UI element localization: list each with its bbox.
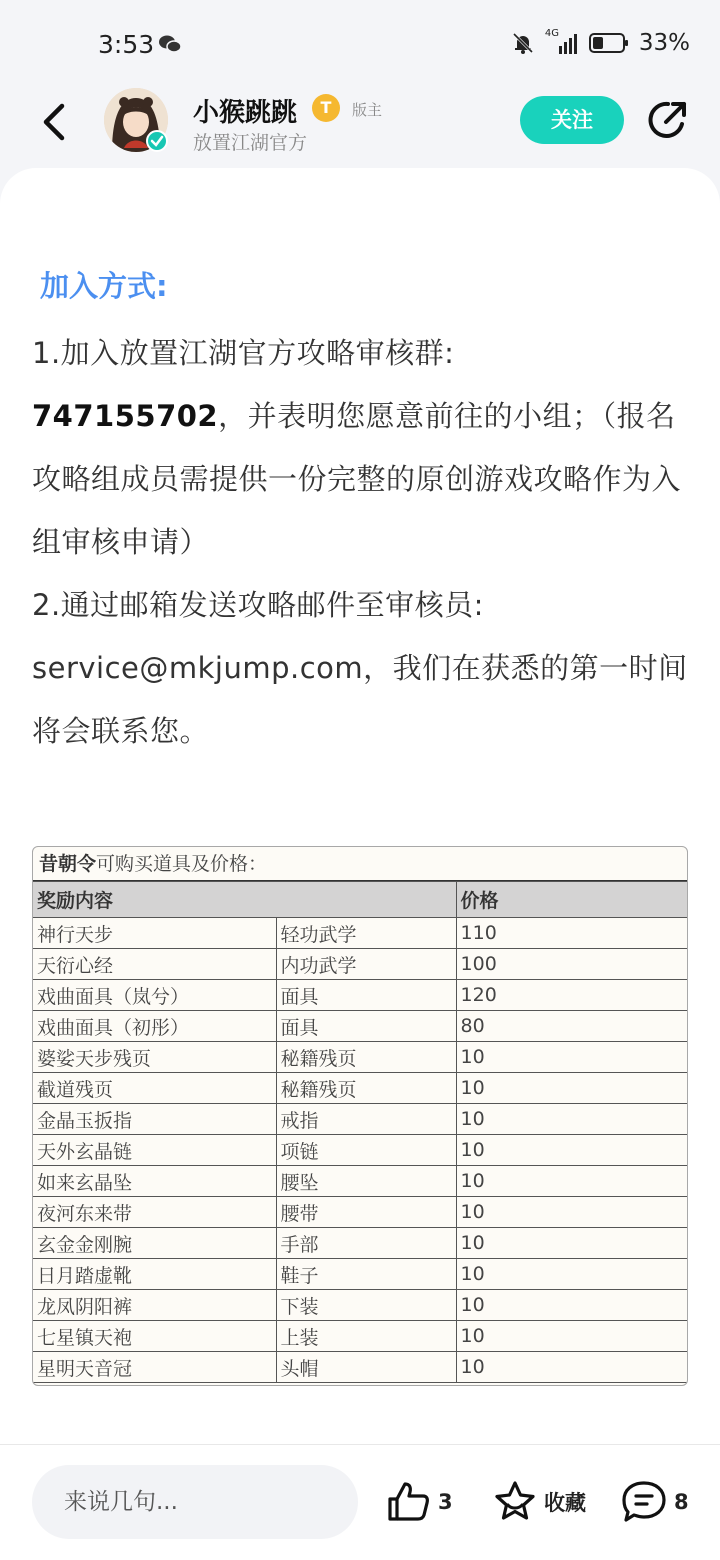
comment-input[interactable] bbox=[32, 1465, 358, 1539]
favorite-label: 收藏 bbox=[544, 1491, 586, 1515]
item-price-cell: 10 bbox=[456, 1135, 688, 1166]
section-title: 加入方式: bbox=[40, 269, 168, 303]
item-type-cell: 腰带 bbox=[276, 1197, 456, 1228]
item-type-cell: 手部 bbox=[276, 1228, 456, 1259]
join-method-2-prefix: 2.通过邮箱发送攻略邮件至审核员: bbox=[32, 588, 484, 622]
item-name-cell: 截道残页 bbox=[33, 1073, 276, 1104]
join-method-1 bbox=[32, 322, 692, 574]
item-name-cell: 如来玄晶坠 bbox=[33, 1166, 276, 1197]
item-name-cell: 神行天步 bbox=[33, 918, 276, 949]
item-price-cell: 10 bbox=[456, 1259, 688, 1290]
like-button[interactable] bbox=[386, 1479, 453, 1525]
item-name-cell: 戏曲面具（岚兮） bbox=[33, 980, 276, 1011]
verified-check-icon bbox=[146, 130, 168, 152]
table-caption-rest: 可购买道具及价格： bbox=[96, 853, 268, 875]
item-price-cell: 100 bbox=[456, 949, 688, 980]
table-row bbox=[33, 949, 688, 980]
item-price-cell: 10 bbox=[456, 1321, 688, 1352]
comments-button[interactable] bbox=[620, 1479, 689, 1525]
author-name[interactable]: 小猴跳跳 bbox=[193, 98, 298, 128]
item-name-cell: 夜河东来带 bbox=[33, 1197, 276, 1228]
item-type-cell: 内功武学 bbox=[276, 949, 456, 980]
back-arrow-icon[interactable] bbox=[36, 100, 72, 144]
item-type-cell: 戒指 bbox=[276, 1104, 456, 1135]
table-row bbox=[33, 1290, 688, 1321]
author-subtitle: 放置江湖官方 bbox=[193, 132, 308, 154]
join-method-2 bbox=[32, 574, 692, 763]
item-price-table-image[interactable] bbox=[32, 846, 688, 1386]
battery-percent: 33% bbox=[638, 30, 690, 56]
table-row bbox=[33, 1042, 688, 1073]
status-bar bbox=[0, 0, 720, 88]
item-name-cell: 婆娑天步残页 bbox=[33, 1042, 276, 1073]
network-type-label: 4G bbox=[544, 28, 559, 39]
moderator-tag: 版主 bbox=[352, 101, 383, 119]
item-price-cell: 120 bbox=[456, 980, 688, 1011]
join-method-1-prefix: 1.加入放置江湖官方攻略审核群: bbox=[32, 336, 455, 370]
qq-group-number[interactable]: 747155702 bbox=[32, 399, 219, 433]
battery-icon bbox=[589, 32, 629, 54]
table-row bbox=[33, 1197, 688, 1228]
item-type-cell: 秘籍残页 bbox=[276, 1042, 456, 1073]
item-price-table bbox=[33, 881, 688, 1383]
item-type-cell: 面具 bbox=[276, 1011, 456, 1042]
item-price-cell: 10 bbox=[456, 1073, 688, 1104]
header-reward: 奖励内容 bbox=[33, 882, 456, 918]
item-name-cell: 天外玄晶链 bbox=[33, 1135, 276, 1166]
item-name-cell: 龙凤阴阳裤 bbox=[33, 1290, 276, 1321]
table-row bbox=[33, 1166, 688, 1197]
table-row bbox=[33, 1104, 688, 1135]
item-name-cell: 日月踏虚靴 bbox=[33, 1259, 276, 1290]
item-type-cell: 秘籍残页 bbox=[276, 1073, 456, 1104]
item-price-cell: 80 bbox=[456, 1011, 688, 1042]
item-type-cell: 面具 bbox=[276, 980, 456, 1011]
item-price-cell: 10 bbox=[456, 1042, 688, 1073]
post-header bbox=[0, 88, 720, 168]
item-name-cell: 戏曲面具（初彤） bbox=[33, 1011, 276, 1042]
status-time: 3:53 bbox=[98, 30, 155, 59]
comment-count: 8 bbox=[674, 1490, 689, 1514]
table-row bbox=[33, 1352, 688, 1383]
item-name-cell: 金晶玉扳指 bbox=[33, 1104, 276, 1135]
join-method-2-suffix: ，我们在获悉的第一时间将会联系您。 bbox=[32, 651, 688, 748]
table-row bbox=[33, 918, 688, 949]
thumbs-up-icon bbox=[386, 1479, 432, 1525]
item-price-cell: 10 bbox=[456, 1197, 688, 1228]
mute-bell-icon bbox=[511, 31, 535, 55]
header-price: 价格 bbox=[456, 882, 688, 918]
item-price-cell: 10 bbox=[456, 1166, 688, 1197]
item-type-cell: 头帽 bbox=[276, 1352, 456, 1383]
signal-indicator bbox=[544, 28, 579, 54]
item-name-cell: 星明天音冠 bbox=[33, 1352, 276, 1383]
join-method-1-suffix: ，并表明您愿意前往的小组；（报名攻略组成员需提供一份完整的原创游戏攻略作为入组审核申请） bbox=[32, 399, 682, 559]
table-row bbox=[33, 980, 688, 1011]
item-type-cell: 下装 bbox=[276, 1290, 456, 1321]
item-type-cell: 上装 bbox=[276, 1321, 456, 1352]
table-row bbox=[33, 1321, 688, 1352]
table-body bbox=[33, 918, 688, 1383]
table-row bbox=[33, 1011, 688, 1042]
bottom-action-bar bbox=[0, 1445, 720, 1560]
wechat-notification-icon bbox=[158, 34, 182, 54]
item-type-cell: 鞋子 bbox=[276, 1259, 456, 1290]
item-price-cell: 10 bbox=[456, 1104, 688, 1135]
item-price-cell: 10 bbox=[456, 1228, 688, 1259]
table-caption bbox=[33, 847, 687, 881]
table-row bbox=[33, 1073, 688, 1104]
table-header-row bbox=[33, 882, 688, 918]
item-price-cell: 10 bbox=[456, 1352, 688, 1383]
level-badge: T bbox=[312, 94, 340, 122]
item-type-cell: 腰坠 bbox=[276, 1166, 456, 1197]
item-name-cell: 七星镇天袍 bbox=[33, 1321, 276, 1352]
item-type-cell: 项链 bbox=[276, 1135, 456, 1166]
comment-bubble-icon bbox=[620, 1479, 668, 1525]
share-icon[interactable] bbox=[646, 98, 690, 142]
table-row bbox=[33, 1228, 688, 1259]
table-caption-token: 昔朝令 bbox=[39, 853, 97, 875]
like-count: 3 bbox=[438, 1490, 453, 1514]
item-price-cell: 110 bbox=[456, 918, 688, 949]
table-row bbox=[33, 1259, 688, 1290]
table-row bbox=[33, 1135, 688, 1166]
item-price-cell: 10 bbox=[456, 1290, 688, 1321]
post-content bbox=[0, 168, 720, 1444]
star-icon bbox=[492, 1479, 538, 1525]
item-name-cell: 玄金金刚腕 bbox=[33, 1228, 276, 1259]
favorite-button[interactable] bbox=[492, 1479, 586, 1525]
follow-button[interactable]: 关注 bbox=[520, 96, 624, 144]
email-link[interactable]: service@mkjump.com bbox=[32, 651, 364, 685]
item-type-cell: 轻功武学 bbox=[276, 918, 456, 949]
item-name-cell: 天衍心经 bbox=[33, 949, 276, 980]
